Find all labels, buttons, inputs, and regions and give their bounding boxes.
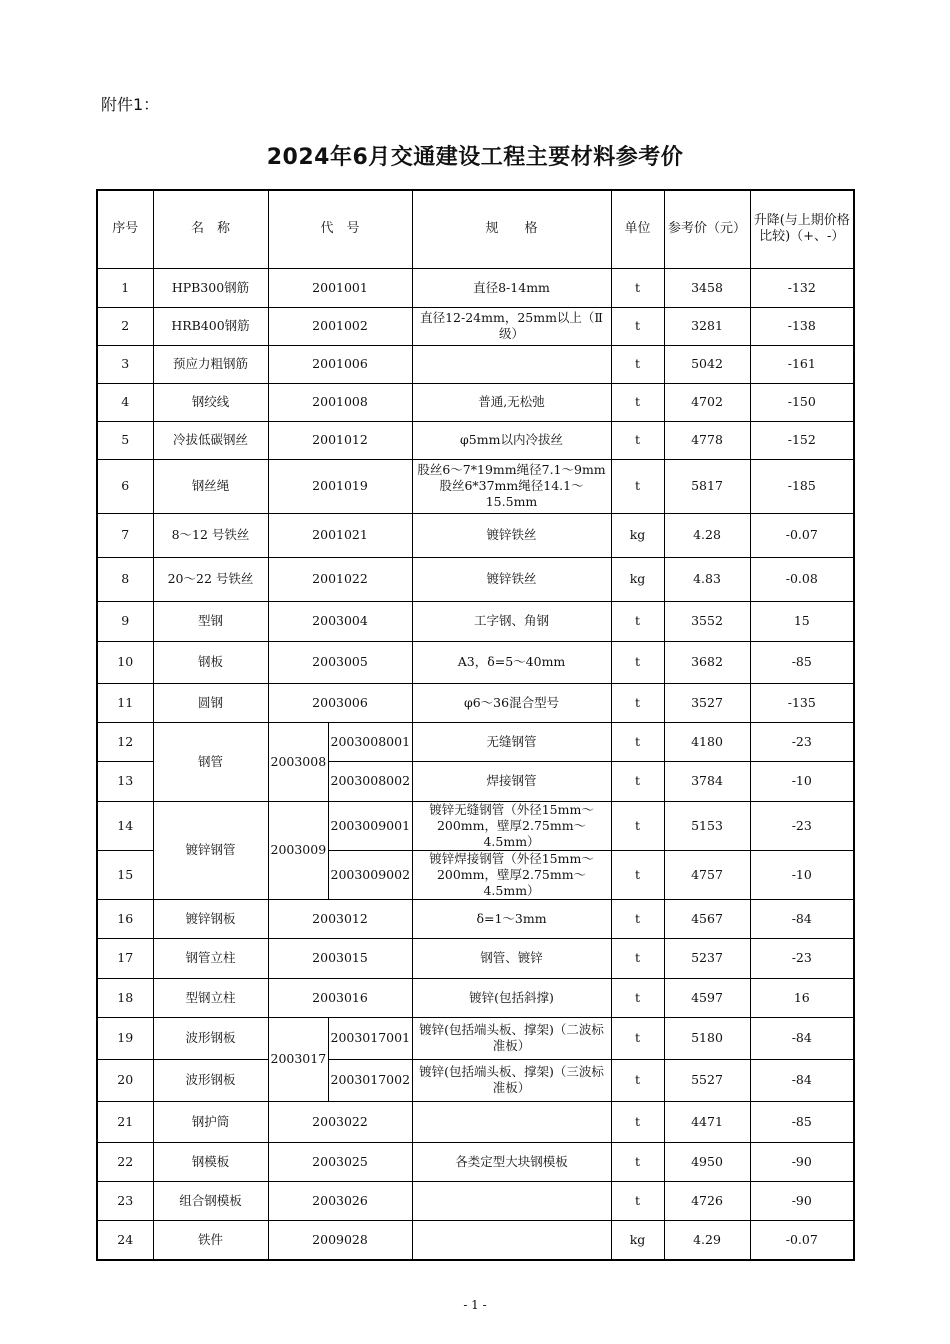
cell-change: 16	[750, 978, 854, 1017]
cell-name: HRB400钢筋	[153, 307, 268, 345]
table-row	[97, 601, 854, 641]
cell-code: 2001012	[268, 421, 412, 459]
cell-price: 3281	[664, 307, 750, 345]
table-row	[97, 383, 854, 421]
cell-name: 镀锌钢板	[153, 899, 268, 938]
cell-code: 2009028	[268, 1220, 412, 1260]
cell-price: 4471	[664, 1101, 750, 1142]
cell-price: 3682	[664, 641, 750, 683]
page-number: - 1 -	[463, 1298, 487, 1312]
cell-change: -85	[750, 641, 854, 683]
cell-code: 2001006	[268, 345, 412, 383]
cell-seq: 6	[97, 459, 153, 513]
table-row	[97, 1220, 854, 1260]
table-row	[97, 1017, 854, 1059]
header-change: 升降(与上期价格比较)（+、-）	[750, 190, 854, 268]
table-row	[97, 421, 854, 459]
cell-change: -138	[750, 307, 854, 345]
page-title: 2024年6月交通建设工程主要材料参考价	[266, 145, 684, 170]
table-row	[97, 557, 854, 601]
cell-unit: t	[611, 421, 664, 459]
cell-name: 铁件	[153, 1220, 268, 1260]
cell-price: 4726	[664, 1181, 750, 1220]
cell-spec: 焊接钢管	[412, 761, 611, 801]
cell-change: -0.08	[750, 557, 854, 601]
cell-subcode: 2003008002	[328, 761, 412, 801]
cell-spec: 镀锌焊接钢管（外径15mm～200mm，壁厚2.75mm～4.5mm）	[412, 850, 611, 899]
cell-change: -161	[750, 345, 854, 383]
cell-name: 型钢立柱	[153, 978, 268, 1017]
header-price: 参考价（元）	[664, 190, 750, 268]
header-name: 名 称	[153, 190, 268, 268]
cell-code: 2001002	[268, 307, 412, 345]
cell-seq: 4	[97, 383, 153, 421]
cell-name: 冷拔低碳钢丝	[153, 421, 268, 459]
cell-code: 2003022	[268, 1101, 412, 1142]
cell-price: 3552	[664, 601, 750, 641]
cell-spec: A3，δ=5～40mm	[412, 641, 611, 683]
table-row	[97, 801, 854, 850]
cell-code: 2003017	[268, 1017, 328, 1101]
cell-change: -84	[750, 1059, 854, 1101]
cell-code: 2003004	[268, 601, 412, 641]
cell-code: 2003016	[268, 978, 412, 1017]
cell-seq: 15	[97, 850, 153, 899]
cell-unit: t	[611, 307, 664, 345]
cell-seq: 2	[97, 307, 153, 345]
cell-price: 4.29	[664, 1220, 750, 1260]
cell-price: 3458	[664, 268, 750, 307]
cell-change: -150	[750, 383, 854, 421]
cell-name: 波形钢板	[153, 1059, 268, 1101]
attachment-label: 附件1：	[101, 95, 160, 114]
cell-seq: 20	[97, 1059, 153, 1101]
cell-change: -84	[750, 1017, 854, 1059]
table-row	[97, 938, 854, 978]
cell-seq: 19	[97, 1017, 153, 1059]
cell-change: -23	[750, 722, 854, 761]
cell-subcode: 2003009001	[328, 801, 412, 850]
cell-unit: kg	[611, 513, 664, 557]
cell-price: 4950	[664, 1142, 750, 1181]
cell-name: 组合钢模板	[153, 1181, 268, 1220]
cell-unit: t	[611, 1059, 664, 1101]
cell-code: 2003012	[268, 899, 412, 938]
cell-name: 钢护筒	[153, 1101, 268, 1142]
cell-price: 5153	[664, 801, 750, 850]
materials-price-table	[96, 189, 855, 1261]
cell-subcode: 2003017002	[328, 1059, 412, 1101]
cell-spec: 无缝钢管	[412, 722, 611, 761]
cell-change: -23	[750, 801, 854, 850]
cell-price: 5817	[664, 459, 750, 513]
cell-change: -90	[750, 1181, 854, 1220]
cell-name: 钢管	[153, 722, 268, 801]
cell-price: 5237	[664, 938, 750, 978]
cell-name: 20～22 号铁丝	[153, 557, 268, 601]
cell-change: -90	[750, 1142, 854, 1181]
cell-unit: t	[611, 978, 664, 1017]
cell-name: 8～12 号铁丝	[153, 513, 268, 557]
cell-unit: t	[611, 1181, 664, 1220]
cell-spec: φ6～36混合型号	[412, 683, 611, 722]
cell-code: 2003026	[268, 1181, 412, 1220]
cell-unit: t	[611, 1017, 664, 1059]
cell-price: 3527	[664, 683, 750, 722]
table-row	[97, 1059, 854, 1101]
cell-code: 2001008	[268, 383, 412, 421]
cell-change: -135	[750, 683, 854, 722]
cell-seq: 10	[97, 641, 153, 683]
cell-unit: t	[611, 850, 664, 899]
cell-spec: 镀锌(包括端头板、撑架)（三波标准板）	[412, 1059, 611, 1101]
cell-code: 2003008	[268, 722, 328, 801]
cell-seq: 11	[97, 683, 153, 722]
cell-change: -10	[750, 850, 854, 899]
table-row	[97, 722, 854, 761]
cell-code: 2003025	[268, 1142, 412, 1181]
cell-unit: t	[611, 268, 664, 307]
cell-name: 钢板	[153, 641, 268, 683]
cell-unit: t	[611, 683, 664, 722]
cell-change: -10	[750, 761, 854, 801]
cell-spec: 直径12-24mm，25mm以上（Ⅱ级）	[412, 307, 611, 345]
cell-change: -185	[750, 459, 854, 513]
cell-subcode: 2003008001	[328, 722, 412, 761]
table-row	[97, 899, 854, 938]
header-unit: 单位	[611, 190, 664, 268]
table-row	[97, 345, 854, 383]
cell-code: 2001001	[268, 268, 412, 307]
cell-unit: t	[611, 938, 664, 978]
cell-spec: 直径8-14mm	[412, 268, 611, 307]
cell-price: 5042	[664, 345, 750, 383]
table-row	[97, 513, 854, 557]
cell-unit: t	[611, 1101, 664, 1142]
cell-price: 4180	[664, 722, 750, 761]
cell-spec	[412, 1101, 611, 1142]
cell-price: 4567	[664, 899, 750, 938]
header-code: 代 号	[268, 190, 412, 268]
cell-spec: δ=1～3mm	[412, 899, 611, 938]
cell-seq: 17	[97, 938, 153, 978]
cell-code: 2003006	[268, 683, 412, 722]
cell-subcode: 2003009002	[328, 850, 412, 899]
cell-seq: 7	[97, 513, 153, 557]
cell-subcode: 2003017001	[328, 1017, 412, 1059]
cell-spec: 镀锌无缝钢管（外径15mm～200mm，壁厚2.75mm～4.5mm）	[412, 801, 611, 850]
cell-seq: 3	[97, 345, 153, 383]
cell-change: -152	[750, 421, 854, 459]
table-row	[97, 683, 854, 722]
cell-spec	[412, 1220, 611, 1260]
cell-price: 4757	[664, 850, 750, 899]
cell-spec: 各类定型大块钢模板	[412, 1142, 611, 1181]
cell-change: -0.07	[750, 1220, 854, 1260]
cell-code: 2003015	[268, 938, 412, 978]
table-row	[97, 1142, 854, 1181]
cell-change: -23	[750, 938, 854, 978]
cell-spec: 镀锌铁丝	[412, 557, 611, 601]
cell-change: -0.07	[750, 513, 854, 557]
cell-unit: t	[611, 459, 664, 513]
cell-spec: 工字钢、角钢	[412, 601, 611, 641]
cell-unit: t	[611, 722, 664, 761]
cell-unit: t	[611, 801, 664, 850]
cell-seq: 8	[97, 557, 153, 601]
cell-spec	[412, 345, 611, 383]
table-row	[97, 268, 854, 307]
table-row	[97, 978, 854, 1017]
cell-price: 4597	[664, 978, 750, 1017]
cell-spec: 钢管、镀锌	[412, 938, 611, 978]
cell-seq: 13	[97, 761, 153, 801]
cell-seq: 5	[97, 421, 153, 459]
cell-name: 钢绞线	[153, 383, 268, 421]
cell-spec: 普通,无松弛	[412, 383, 611, 421]
cell-unit: t	[611, 899, 664, 938]
cell-name: 钢模板	[153, 1142, 268, 1181]
cell-seq: 9	[97, 601, 153, 641]
cell-unit: kg	[611, 557, 664, 601]
cell-name: 圆钢	[153, 683, 268, 722]
cell-spec: 镀锌(包括斜撑)	[412, 978, 611, 1017]
cell-name: 波形钢板	[153, 1017, 268, 1059]
cell-price: 5527	[664, 1059, 750, 1101]
cell-change: -85	[750, 1101, 854, 1142]
table-header-row	[97, 190, 854, 268]
cell-seq: 24	[97, 1220, 153, 1260]
cell-seq: 12	[97, 722, 153, 761]
table-row	[97, 307, 854, 345]
cell-seq: 23	[97, 1181, 153, 1220]
cell-code: 2003005	[268, 641, 412, 683]
cell-seq: 14	[97, 801, 153, 850]
cell-seq: 18	[97, 978, 153, 1017]
cell-spec: 镀锌铁丝	[412, 513, 611, 557]
cell-name: HPB300钢筋	[153, 268, 268, 307]
cell-spec: 股丝6～7*19mm绳径7.1～9mm 股丝6*37mm绳径14.1～15.5mm	[412, 459, 611, 513]
cell-unit: t	[611, 345, 664, 383]
cell-unit: t	[611, 1142, 664, 1181]
cell-spec: 镀锌(包括端头板、撑架)（二波标准板）	[412, 1017, 611, 1059]
cell-unit: t	[611, 601, 664, 641]
cell-price: 4702	[664, 383, 750, 421]
cell-price: 5180	[664, 1017, 750, 1059]
table-row	[97, 1101, 854, 1142]
cell-code: 2001022	[268, 557, 412, 601]
cell-name: 预应力粗钢筋	[153, 345, 268, 383]
cell-unit: t	[611, 641, 664, 683]
cell-code: 2003009	[268, 801, 328, 899]
cell-change: -132	[750, 268, 854, 307]
cell-change: 15	[750, 601, 854, 641]
cell-price: 3784	[664, 761, 750, 801]
header-seq: 序号	[97, 190, 153, 268]
cell-seq: 22	[97, 1142, 153, 1181]
cell-code: 2001019	[268, 459, 412, 513]
cell-change: -84	[750, 899, 854, 938]
cell-seq: 16	[97, 899, 153, 938]
cell-spec	[412, 1181, 611, 1220]
header-spec: 规 格	[412, 190, 611, 268]
table-row	[97, 641, 854, 683]
cell-spec: φ5mm以内冷拔丝	[412, 421, 611, 459]
cell-unit: t	[611, 761, 664, 801]
table-row	[97, 1181, 854, 1220]
cell-name: 型钢	[153, 601, 268, 641]
cell-name: 钢管立柱	[153, 938, 268, 978]
cell-name: 镀锌钢管	[153, 801, 268, 899]
cell-seq: 21	[97, 1101, 153, 1142]
cell-code: 2001021	[268, 513, 412, 557]
cell-seq: 1	[97, 268, 153, 307]
cell-unit: t	[611, 383, 664, 421]
cell-unit: kg	[611, 1220, 664, 1260]
table-row	[97, 459, 854, 513]
cell-name: 钢丝绳	[153, 459, 268, 513]
cell-price: 4.83	[664, 557, 750, 601]
cell-price: 4.28	[664, 513, 750, 557]
cell-price: 4778	[664, 421, 750, 459]
